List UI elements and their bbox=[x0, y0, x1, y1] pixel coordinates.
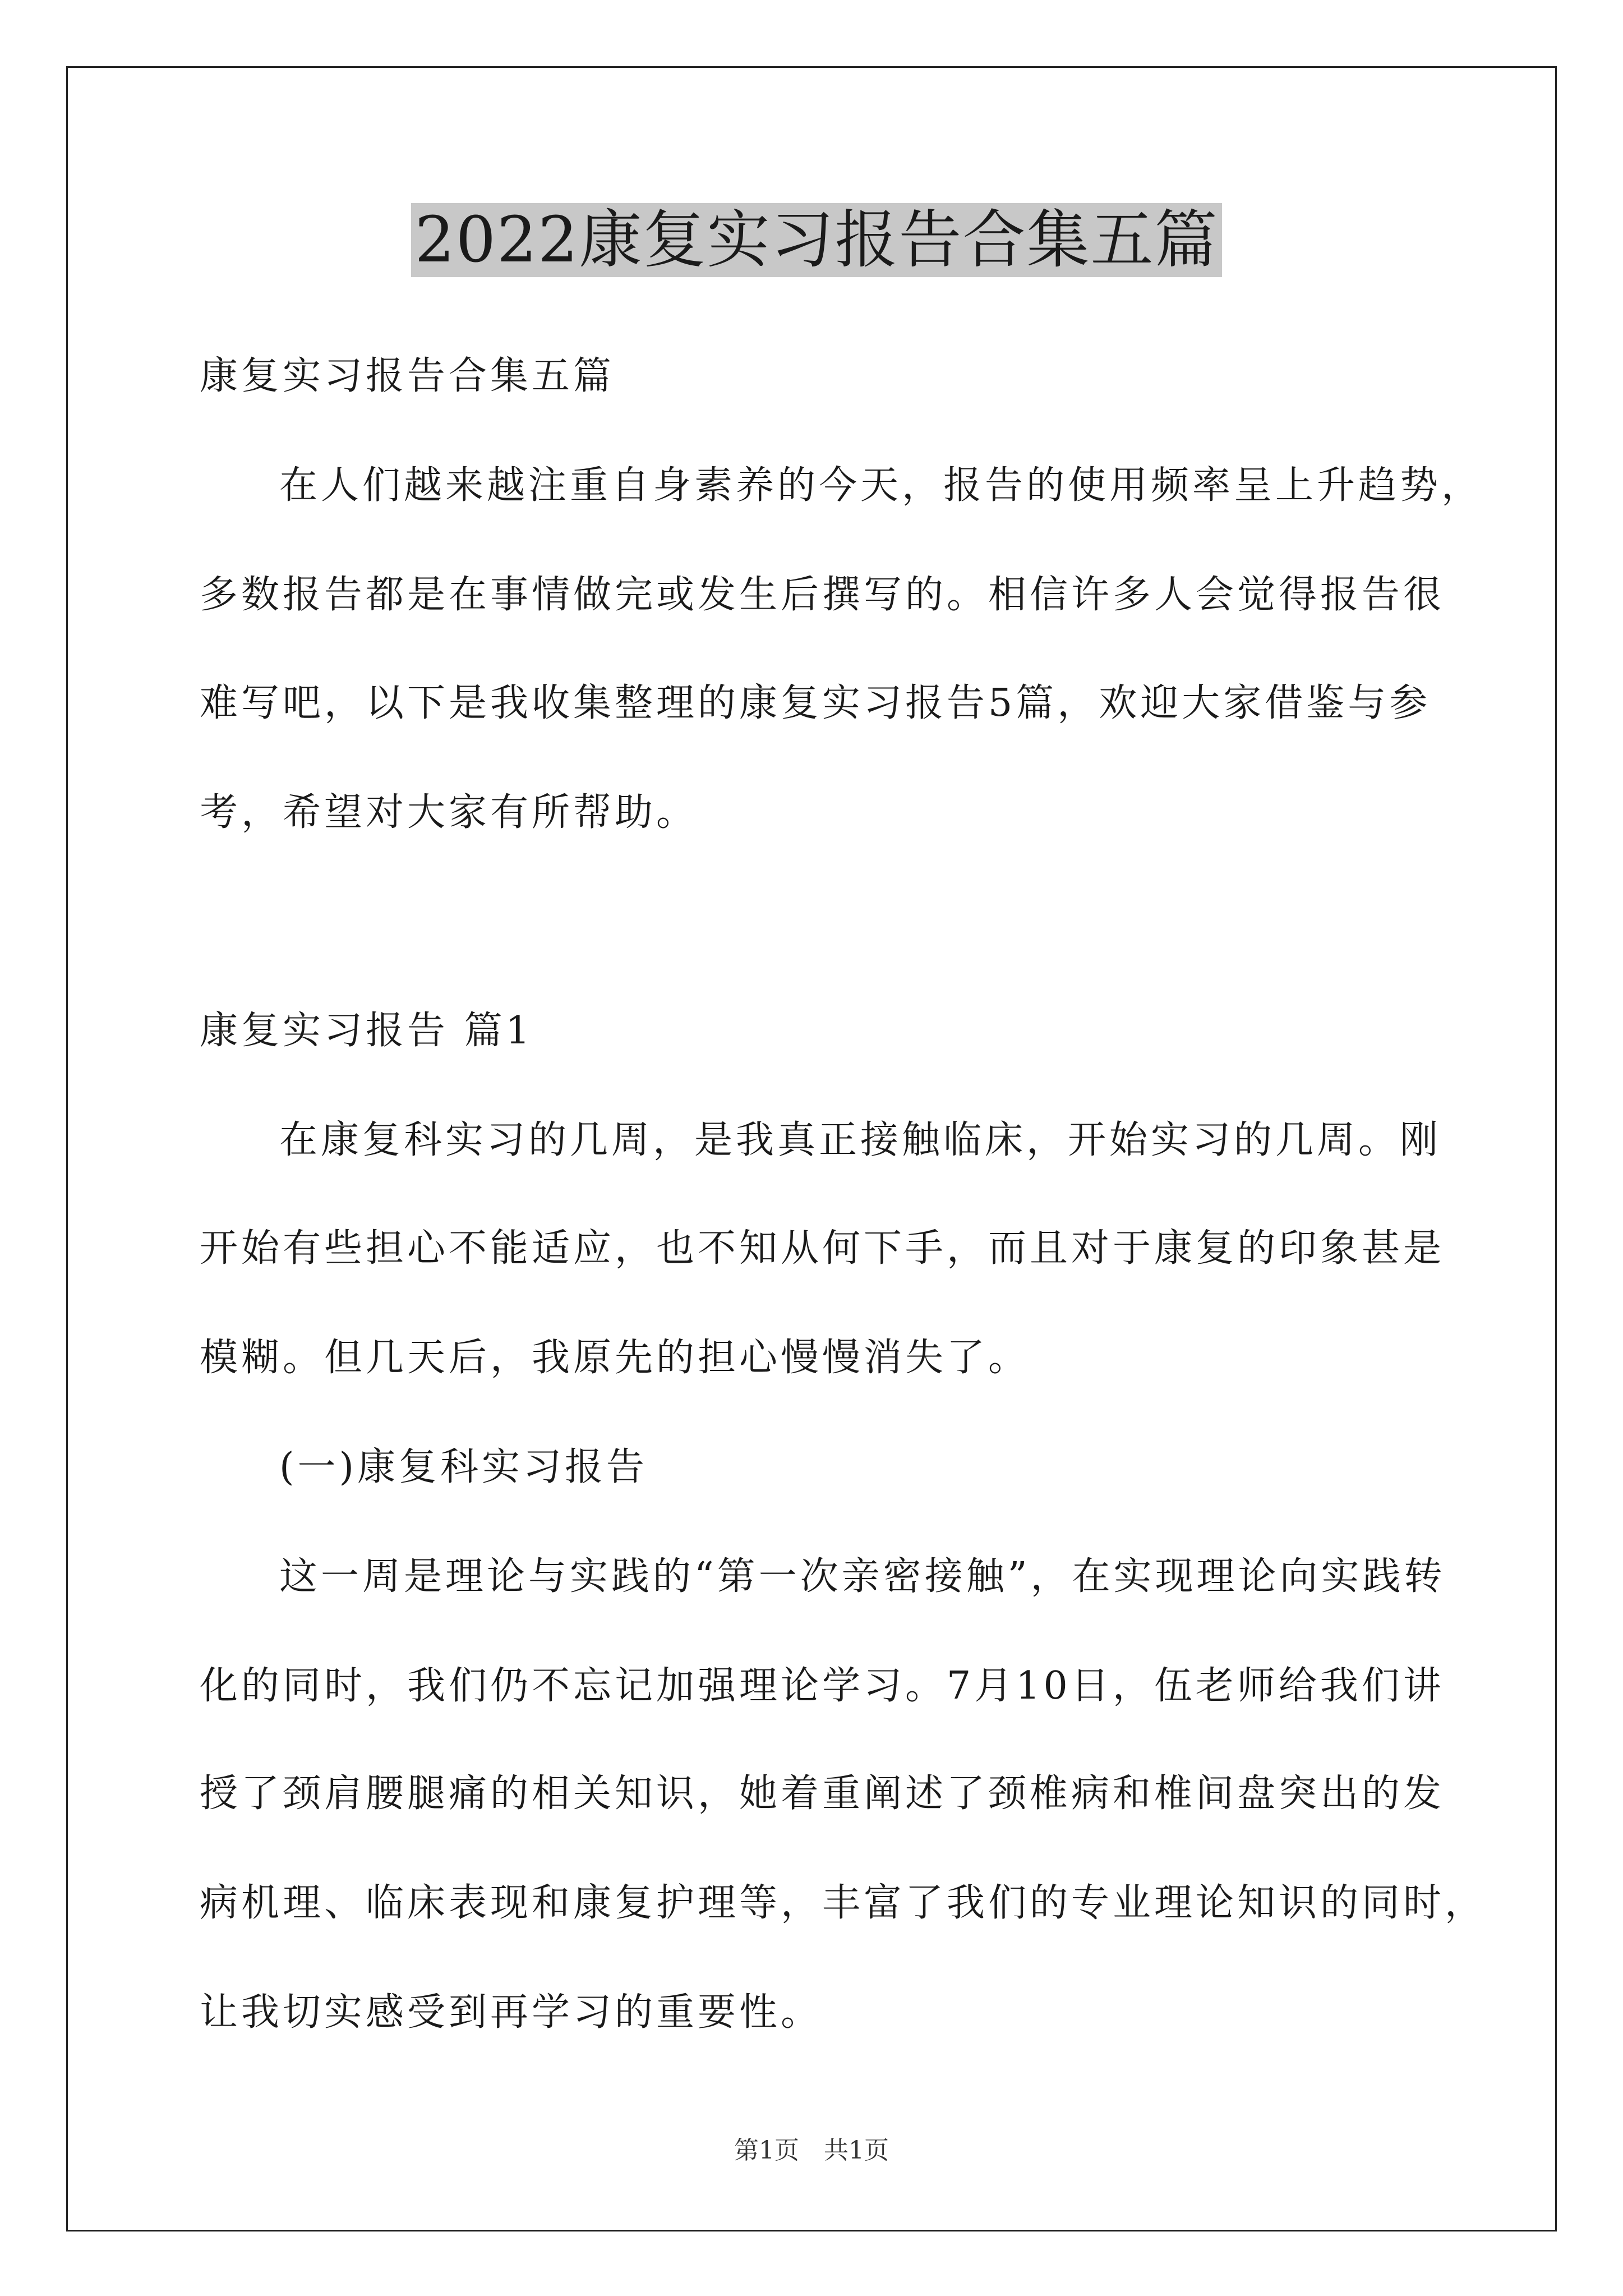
page-footer: 第1页 共1页 bbox=[734, 2136, 889, 2165]
document-subtitle: 康复实习报告合集五篇 bbox=[200, 354, 615, 398]
paragraph-line: 模糊。但几天后，我原先的担心慢慢消失了。 bbox=[200, 1336, 1030, 1380]
paragraph-line: 这一周是理论与实践的“第一次亲密接触”，在实现理论向实践转 bbox=[279, 1554, 1446, 1599]
section-heading: 康复实习报告 篇1 bbox=[200, 1009, 533, 1053]
paragraph-line: 开始有些担心不能适应，也不知从何下手，而且对于康复的印象甚是 bbox=[200, 1226, 1445, 1271]
paragraph-line: 化的同时，我们仍不忘记加强理论学习。7月10日，伍老师给我们讲 bbox=[200, 1664, 1445, 1708]
paragraph-line: 病机理、临床表现和康复护理等，丰富了我们的专业理论知识的同时， bbox=[200, 1881, 1487, 1925]
title-block bbox=[200, 203, 1433, 277]
intro-line: 考，希望对大家有所帮助。 bbox=[200, 790, 698, 835]
paragraph-line: 让我切实感受到再学习的重要性。 bbox=[200, 1990, 823, 2035]
intro-line: 在人们越来越注重自身素养的今天，报告的使用频率呈上升趋势， bbox=[279, 463, 1483, 508]
paragraph-line: 授了颈肩腰腿痛的相关知识，她着重阐述了颈椎病和椎间盘突出的发 bbox=[200, 1772, 1445, 1816]
paragraph-line: 在康复科实习的几周，是我真正接触临床，开始实习的几周。刚 bbox=[279, 1118, 1442, 1162]
subheading: (一)康复科实习报告 bbox=[279, 1445, 648, 1489]
document-title: 2022康复实习报告合集五篇 bbox=[411, 203, 1221, 277]
intro-line: 多数报告都是在事情做完或发生后撰写的。相信许多人会觉得报告很 bbox=[200, 573, 1445, 617]
intro-line: 难写吧，以下是我收集整理的康复实习报告5篇，欢迎大家借鉴与参 bbox=[200, 681, 1431, 725]
